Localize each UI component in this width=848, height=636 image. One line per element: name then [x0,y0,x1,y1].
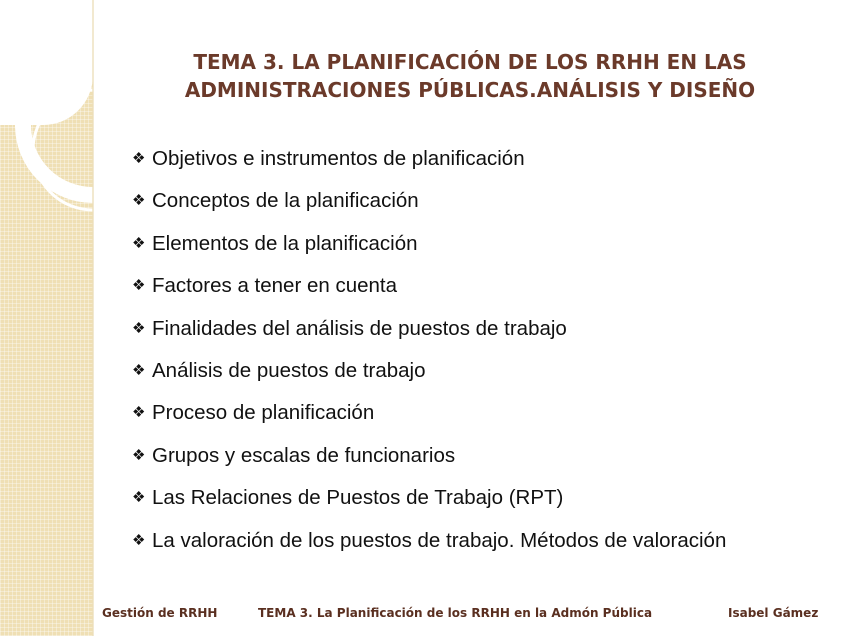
list-item-text: Análisis de puestos de trabajo [152,358,426,382]
list-item [132,185,726,227]
slide-title-line-2: ADMINISTRACIONES PÚBLICAS.ANÁLISIS Y DISEÑO [184,78,756,102]
diamond-bullet-icon: ❖ [132,319,146,337]
list-item [132,482,726,524]
list-item-text: Objetivos e instrumentos de planificación [152,147,525,170]
diamond-bullet-icon: ❖ [132,150,146,167]
topic-list [132,143,726,567]
list-item-text: Las Relaciones de Puestos de Trabajo (RPT) [152,486,564,510]
list-item [132,397,726,439]
slide-title-line-1: TEMA 3. LA PLANIFICACIÓN DE LOS RRHH EN LAS [193,50,747,74]
list-item [132,228,726,270]
diamond-bullet-icon: ❖ [132,489,146,507]
list-item-text: Finalidades del análisis de puestos de trabajo [152,316,567,340]
list-item [132,525,726,567]
list-item-text: Factores a tener en cuenta [152,274,398,298]
list-item [132,440,726,482]
list-item-text: Elementos de la planificación [152,231,418,255]
footer-course-name: Gestión de RRHH [102,606,218,620]
diamond-bullet-icon: ❖ [132,404,146,422]
list-item [132,270,726,312]
diamond-bullet-icon: ❖ [132,277,146,295]
slide-title [100,48,840,104]
list-item [132,313,726,355]
diamond-bullet-icon: ❖ [132,446,146,464]
diamond-bullet-icon: ❖ [132,234,146,252]
list-item-text: Conceptos de la planificación [152,189,419,213]
footer-topic: TEMA 3. La Planificación de los RRHH en la Admón Pública [258,606,653,620]
list-item [132,355,726,397]
diamond-bullet-icon: ❖ [132,531,146,549]
footer-author: Isabel Gámez [728,606,819,620]
list-item-text: Grupos y escalas de funcionarios [152,443,456,467]
list-item [132,143,726,185]
diamond-bullet-icon: ❖ [132,192,146,210]
list-item-text: La valoración de los puestos de trabajo. Métodos de valoración [152,528,727,552]
list-item-text: Proceso de planificación [152,401,375,425]
diamond-bullet-icon: ❖ [132,361,146,379]
